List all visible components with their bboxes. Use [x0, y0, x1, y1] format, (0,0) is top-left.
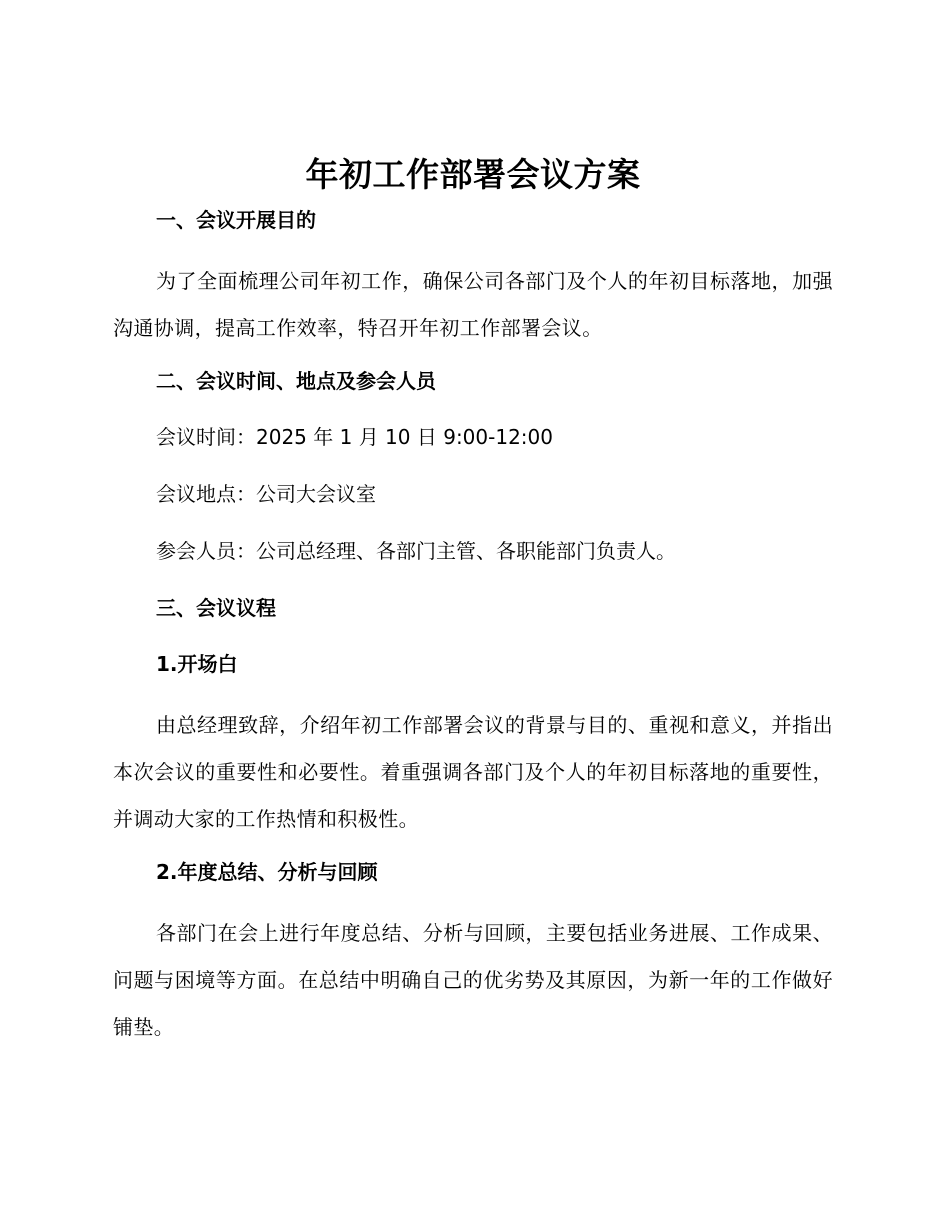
agenda-item-heading-opening: 1.开场白: [156, 652, 238, 676]
section-heading-purpose: 一、会议开展目的: [156, 208, 316, 232]
section-heading-agenda: 三、会议议程: [156, 596, 276, 620]
meeting-attendees-line: 参会人员：公司总经理、各部门主管、各职能部门负责人。: [156, 539, 676, 563]
meeting-location-line: 会议地点：公司大会议室: [156, 482, 376, 506]
purpose-paragraph: 为了全面梳理公司年初工作，确保公司各部门及个人的年初目标落地，加强沟通协调，提高工作效率，特召开年初工作部署会议。: [113, 269, 833, 340]
meeting-time-line: 会议时间：2025 年 1 月 10 日 9:00-12:00: [156, 425, 553, 449]
opening-paragraph: 由总经理致辞，介绍年初工作部署会议的背景与目的、重视和意义，并指出本次会议的重要性和必要性。着重强调各部门及个人的年初目标落地的重要性，并调动大家的工作热情和积极性。: [113, 713, 833, 831]
section-heading-time-place-attendees: 二、会议时间、地点及参会人员: [156, 369, 436, 393]
agenda-item-heading-annual-review: 2.年度总结、分析与回顾: [156, 860, 378, 884]
document-title: 年初工作部署会议方案: [305, 155, 641, 194]
document-page: [113, 148, 833, 1051]
annual-review-paragraph: 各部门在会上进行年度总结、分析与回顾，主要包括业务进展、工作成果、问题与困境等方面。在总结中明确自己的优劣势及其原因，为新一年的工作做好铺垫。: [113, 921, 833, 1039]
